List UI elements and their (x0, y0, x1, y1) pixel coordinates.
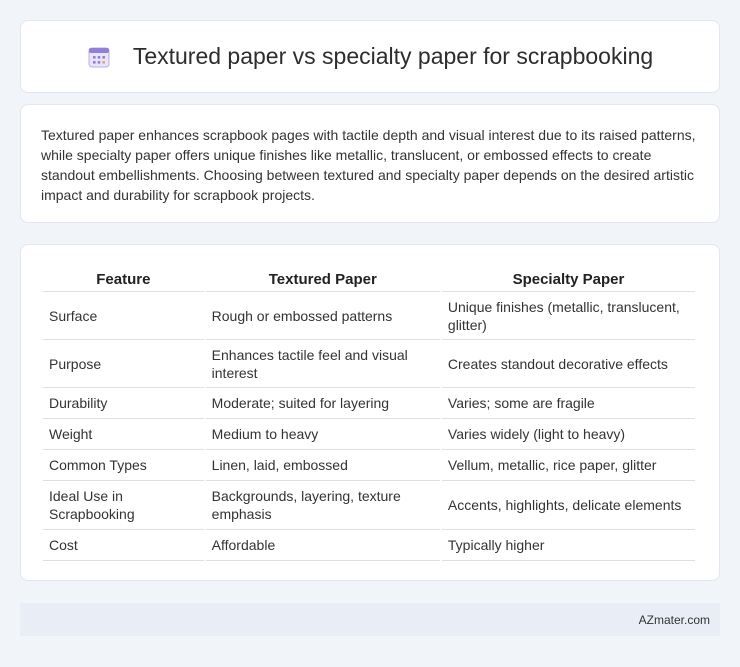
calendar-icon (87, 45, 111, 69)
feature-cell: Cost (43, 530, 204, 561)
feature-cell: Weight (43, 419, 204, 450)
feature-cell: Durability (43, 388, 204, 419)
table-row (43, 340, 695, 388)
specialty-cell: Typically higher (442, 530, 695, 561)
page-title: Textured paper vs specialty paper for scrapbooking (132, 43, 654, 69)
feature-cell: Surface (43, 292, 204, 340)
textured-cell: Medium to heavy (206, 419, 440, 450)
table-row (43, 292, 695, 340)
table-row (43, 388, 695, 419)
comparison-card (20, 244, 720, 581)
specialty-cell: Vellum, metallic, rice paper, glitter (442, 450, 695, 481)
specialty-cell: Varies widely (light to heavy) (442, 419, 695, 450)
textured-cell: Linen, laid, embossed (206, 450, 440, 481)
textured-cell: Rough or embossed patterns (206, 292, 440, 340)
footer-brand: AZmater.com (638, 612, 710, 627)
comparison-table (41, 265, 697, 561)
textured-cell: Enhances tactile feel and visual interest (206, 340, 440, 388)
header-feature: Feature (43, 265, 204, 292)
feature-cell: Common Types (43, 450, 204, 481)
textured-cell: Moderate; suited for layering (206, 388, 440, 419)
feature-cell: Purpose (43, 340, 204, 388)
table-row (43, 481, 695, 530)
specialty-cell: Unique finishes (metallic, translucent, glitter) (442, 292, 695, 340)
textured-cell: Backgrounds, layering, texture emphasis (206, 481, 440, 530)
table-header-row (43, 265, 695, 292)
table-row (43, 450, 695, 481)
specialty-cell: Creates standout decorative effects (442, 340, 695, 388)
header-specialty-paper: Specialty Paper (442, 265, 695, 292)
intro-paragraph: Textured paper enhances scrapbook pages with tactile depth and visual interest due to its raised patterns, while specialty paper offers unique finishes like metallic, translucent, or embossed effects to create standout embellishments. Choosing between textured and specialty paper depends on the desired artistic impact and durability for scrapbook projects. (41, 127, 696, 203)
intro-card (20, 104, 720, 223)
specialty-cell: Accents, highlights, delicate elements (442, 481, 695, 530)
specialty-cell: Varies; some are fragile (442, 388, 695, 419)
feature-cell: Ideal Use in Scrapbooking (43, 481, 204, 530)
header-textured-paper: Textured Paper (206, 265, 440, 292)
textured-cell: Affordable (206, 530, 440, 561)
table-row (43, 419, 695, 450)
table-row (43, 530, 695, 561)
footer-bar (20, 603, 720, 636)
title-card (20, 20, 720, 93)
